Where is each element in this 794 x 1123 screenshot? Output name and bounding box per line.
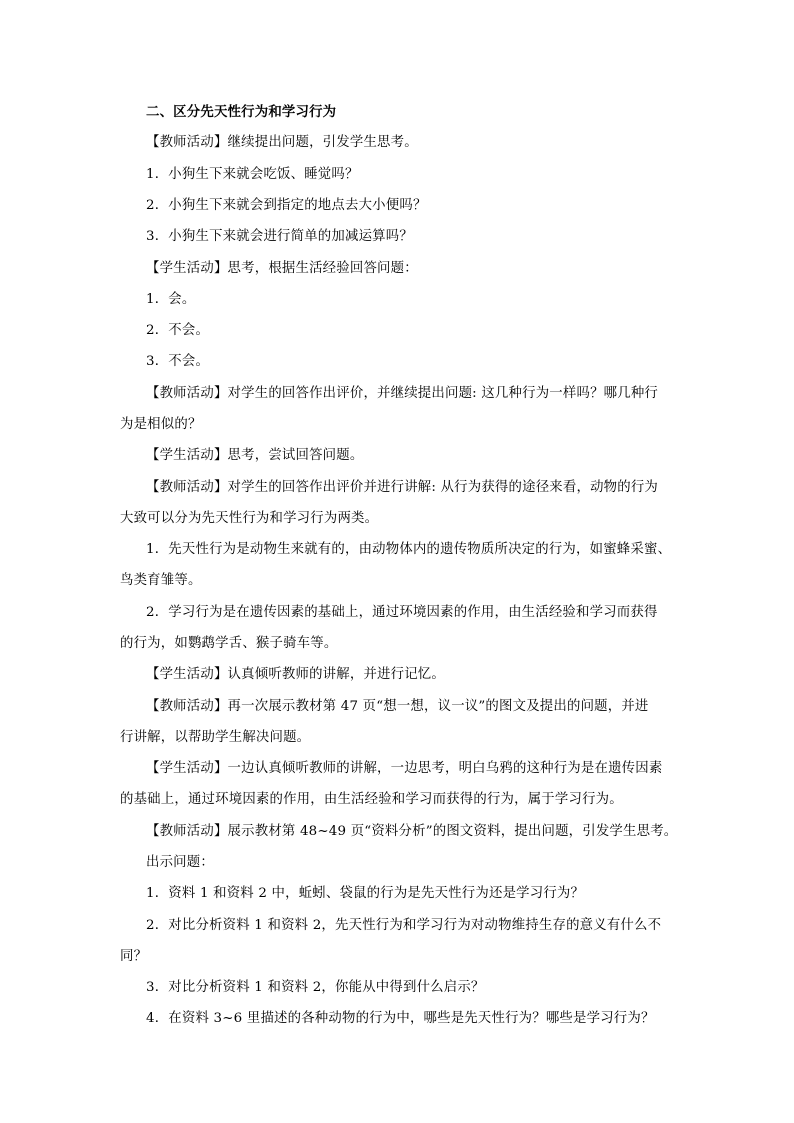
text-line: 1．小狗生下来就会吃饭、睡觉吗？ [146, 167, 359, 182]
text-line: 【学生活动】思考，尝试回答问题。 [146, 448, 364, 463]
text-line: 【学生活动】认真倾听教师的讲解，并进行记忆。 [146, 667, 445, 682]
text-line: 1．会。 [146, 292, 196, 307]
text-line: 的基础上，通过环境因素的作用，由生活经验和学习而获得的行为，属于学习行为。 [120, 792, 623, 807]
section-heading: 二、区分先天性行为和学习行为 [146, 104, 337, 120]
text-line: 1．先天性行为是动物生来就有的，由动物体内的遗传物质所决定的行为，如蜜蜂采蜜、 [146, 542, 672, 557]
text-line: 大致可以分为先天性行为和学习行为两类。 [120, 511, 379, 526]
text-line: 行讲解，以帮助学生解决问题。 [120, 730, 311, 745]
text-line: 2．对比分析资料 1 和资料 2，先天性行为和学习行为对动物维持生存的意义有什么不 [146, 918, 662, 933]
text-line: 鸟类育雏等。 [120, 573, 202, 588]
text-line: 3．小狗生下来就会进行简单的加减运算吗？ [146, 229, 413, 244]
text-line: 同？ [120, 949, 148, 964]
text-line: 3．对比分析资料 1 和资料 2，你能从中得到什么启示？ [146, 980, 485, 995]
text-line: 3．不会。 [146, 354, 210, 369]
text-line: 出示问题： [146, 855, 214, 870]
text-line: 1．资料 1 和资料 2 中，蚯蚓、袋鼠的行为是先天性行为还是学习行为？ [146, 886, 585, 901]
text-line: 2．小狗生下来就会到指定的地点去大小便吗？ [146, 198, 427, 213]
text-line: 【教师活动】对学生的回答作出评价，并继续提出问题: 这几种行为一样吗？哪几种行 [146, 386, 659, 401]
text-line: 【教师活动】继续提出问题，引发学生思考。 [146, 135, 418, 150]
text-line: 2．学习行为是在遗传因素的基础上，通过环境因素的作用，由生活经验和学习而获得 [146, 605, 658, 620]
text-line: 4．在资料 3~6 里描述的各种动物的行为中，哪些是先天性行为？哪些是学习行为？ [146, 1011, 655, 1026]
text-line: 的行为，如鹦鹉学舌、猴子骑车等。 [120, 636, 338, 651]
text-line: 【教师活动】展示教材第 48~49 页“资料分析”的图文资料，提出问题，引发学生思考。 [146, 824, 678, 839]
text-line: 2．不会。 [146, 323, 210, 338]
text-line: 为是相似的？ [120, 417, 202, 432]
text-line: 【学生活动】思考，根据生活经验回答问题： [146, 261, 418, 276]
text-line: 【教师活动】再一次展示教材第 47 页“想一想，议一议”的图文及提出的问题，并进 [146, 699, 649, 714]
text-line: 【教师活动】对学生的回答作出评价并进行讲解: 从行为获得的途径来看，动物的行为 [146, 480, 659, 495]
text-line: 【学生活动】一边认真倾听教师的讲解，一边思考，明白乌鸦的这种行为是在遗传因素 [146, 761, 663, 776]
